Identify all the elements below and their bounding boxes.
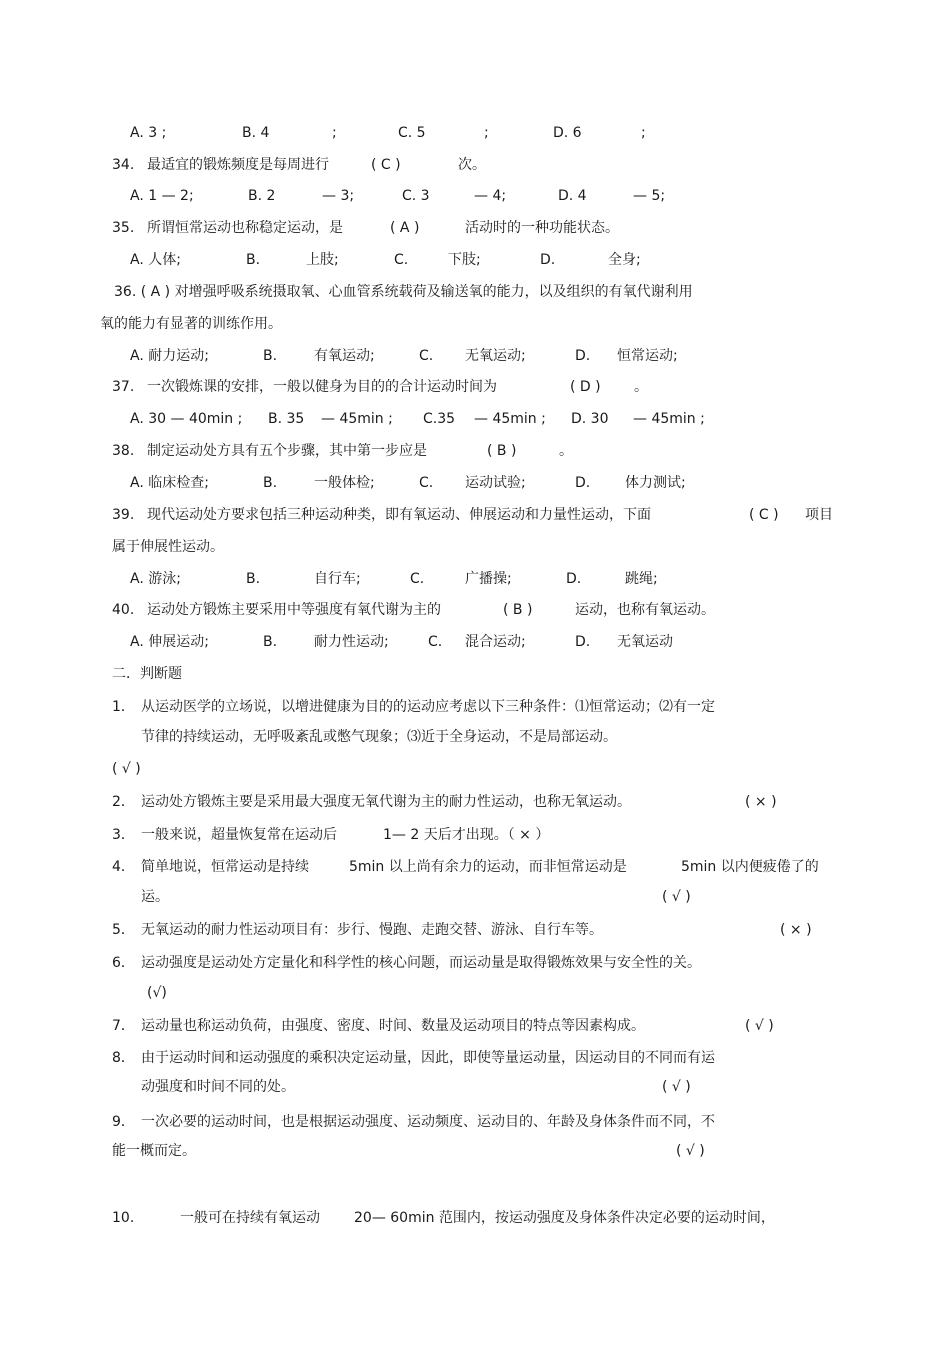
j8-line2: 动强度和时间不同的处。 xyxy=(141,1079,295,1095)
j2-text: 运动处方锻炼主要是采用最大强度无氧代谢为主的耐力性运动，也称无氧运动。 xyxy=(141,794,631,810)
j1-number: 1． xyxy=(112,699,135,715)
q34-option-d-range: — 5; xyxy=(633,188,666,204)
q39-option-c: C. xyxy=(410,571,425,587)
q34-option-c-range: — 4; xyxy=(474,188,507,204)
j2-number: 2． xyxy=(112,794,135,810)
j6-text: 运动强度是运动处方定量化和科学性的核心问题，而运动量是取得锻炼效果与安全性的关。 xyxy=(141,955,701,971)
q37-option-d-range: — 45min ; xyxy=(633,411,705,427)
q40-option-b-text: 耐力性运动; xyxy=(314,634,389,650)
q37-option-b-range: — 45min ; xyxy=(321,411,393,427)
j1-line1: 从运动医学的立场说，以增进健康为目的的运动应考虑以下三种条件：⑴恒常运动；⑵有一定 xyxy=(141,699,715,715)
q38-text: 制定运动处方具有五个步骤，其中第一步应是 xyxy=(147,443,427,459)
q35-answer: ( A ) xyxy=(390,220,420,236)
q39-option-a: A. 游泳; xyxy=(130,571,181,587)
q40-option-d-text: 无氧运动 xyxy=(617,634,673,650)
q35-option-c: C. xyxy=(394,252,409,268)
j1-answer: ( √ ) xyxy=(112,761,141,777)
q37-option-d: D. 30 xyxy=(571,411,609,427)
q40-answer: ( B ) xyxy=(503,602,533,618)
q40-option-d: D. xyxy=(575,634,591,650)
q38-answer: ( B ) xyxy=(487,443,517,459)
q36-line1: 36. ( A ) 对增强呼吸系统摄取氧、心血管系统载荷及输送氧的能力，以及组织的有氧代谢利用 xyxy=(114,284,693,300)
j5-number: 5． xyxy=(112,922,135,938)
q37-tail: 。 xyxy=(634,379,648,395)
q33-option-b-sep: ; xyxy=(332,125,337,141)
q38-option-d: D. xyxy=(575,475,591,491)
j4-number: 4． xyxy=(112,859,135,875)
j4-text-2: 5min 以上尚有余力的运动，而非恒常运动是 xyxy=(349,859,627,875)
q36-line2: 氧的能力有显著的训练作用。 xyxy=(100,316,282,332)
q39-option-d-text: 跳绳; xyxy=(625,571,658,587)
j9-number: 9． xyxy=(112,1114,135,1130)
j10-text-1: 一般可在持续有氧运动 xyxy=(180,1210,320,1226)
q36-option-d: D. xyxy=(575,348,591,364)
j4-text-1: 简单地说，恒常运动是持续 xyxy=(141,859,309,875)
j1-line2: 节律的持续运动，无呼吸紊乱或憋气现象；⑶近于全身运动，不是局部运动。 xyxy=(141,729,617,745)
q38-option-c: C. xyxy=(419,475,434,491)
q38-option-c-text: 运动试验; xyxy=(465,475,526,491)
q39-tail: 项目 xyxy=(805,507,833,523)
q37-answer: ( D ) xyxy=(570,379,601,395)
q33-option-d-sep: ; xyxy=(641,125,646,141)
q34-text: 最适宜的锻炼频度是每周进行 xyxy=(147,157,329,173)
q39-option-b: B. xyxy=(246,571,261,587)
q33-option-a: A. 3 ; xyxy=(130,125,167,141)
j5-answer: ( × ) xyxy=(780,922,812,938)
j9-answer: ( √ ) xyxy=(676,1143,705,1159)
q33-option-c-sep: ; xyxy=(484,125,489,141)
j6-number: 6． xyxy=(112,955,135,971)
j7-text: 运动量也称运动负荷，由强度、密度、时间、数量及运动项目的特点等因素构成。 xyxy=(141,1018,645,1034)
q34-option-c: C. 3 xyxy=(402,188,430,204)
j8-answer: ( √ ) xyxy=(662,1079,691,1095)
j7-number: 7． xyxy=(112,1018,135,1034)
j3-text-mid: 1— 2 天后才出现。（ × ） xyxy=(383,827,550,843)
q39-text: 现代运动处方要求包括三种运动种类，即有氧运动、伸展运动和力量性运动，下面 xyxy=(147,507,651,523)
q39-option-d: D. xyxy=(566,571,582,587)
q35-option-c-text: 下肢; xyxy=(448,252,481,268)
q37-option-c-range: — 45min ; xyxy=(474,411,546,427)
q35-option-d-text: 全身; xyxy=(608,252,641,268)
q38-option-b: B. xyxy=(263,475,278,491)
q35-text: 所谓恒常运动也称稳定运动，是 xyxy=(147,220,343,236)
q34-answer: ( C ) xyxy=(371,157,401,173)
q40-option-a: A. 伸展运动; xyxy=(130,634,209,650)
q38-option-d-text: 体力测试; xyxy=(625,475,686,491)
j8-number: 8． xyxy=(112,1050,135,1066)
j4-answer: ( √ ) xyxy=(662,889,691,905)
q40-option-c-text: 混合运动; xyxy=(465,634,526,650)
q40-number: 40. xyxy=(112,602,135,618)
j2-answer: ( × ) xyxy=(745,794,777,810)
q35-option-d: D. xyxy=(540,252,556,268)
q39-line2: 属于伸展性运动。 xyxy=(112,539,224,555)
j4-line2: 运。 xyxy=(141,889,169,905)
q40-option-b: B. xyxy=(263,634,278,650)
q34-option-d: D. 4 xyxy=(558,188,587,204)
q39-option-c-text: 广播操; xyxy=(465,571,512,587)
q34-number: 34. xyxy=(112,157,135,173)
section-heading-judgment: 二．判断题 xyxy=(112,666,182,682)
q37-option-a: A. 30 — 40min ; xyxy=(130,411,243,427)
j9-line1: 一次必要的运动时间，也是根据运动强度、运动频度、运动目的、年龄及身体条件而不同，不 xyxy=(141,1114,715,1130)
q36-option-b-text: 有氧运动; xyxy=(314,348,375,364)
q40-tail: 运动，也称有氧运动。 xyxy=(575,602,715,618)
q36-option-c: C. xyxy=(419,348,434,364)
j10-text-2: 20— 60min 范围内，按运动强度及身体条件决定必要的运动时间， xyxy=(354,1210,775,1226)
q39-answer: ( C ) xyxy=(749,507,779,523)
q35-option-b: B. xyxy=(246,252,261,268)
q37-number: 37. xyxy=(112,379,135,395)
q36-option-b: B. xyxy=(263,348,278,364)
q36-option-a: A. 耐力运动; xyxy=(130,348,209,364)
j3-number: 3． xyxy=(112,827,135,843)
q35-tail: 活动时的一种功能状态。 xyxy=(465,220,619,236)
j9-line2: 能一概而定。 xyxy=(112,1143,196,1159)
j10-number: 10. xyxy=(112,1210,135,1226)
q35-option-b-text: 上肢; xyxy=(306,252,339,268)
q35-option-a: A. 人体; xyxy=(130,252,181,268)
j7-answer: ( √ ) xyxy=(745,1018,774,1034)
q34-tail: 次。 xyxy=(458,157,486,173)
j4-text-3: 5min 以内便疲倦了的 xyxy=(681,859,819,875)
q37-option-b: B. 35 xyxy=(268,411,305,427)
q34-option-b-range: — 3; xyxy=(322,188,355,204)
q38-tail: 。 xyxy=(559,443,573,459)
q39-option-b-text: 自行车; xyxy=(314,571,361,587)
q33-option-d: D. 6 xyxy=(553,125,582,141)
q37-option-c: C.35 xyxy=(423,411,456,427)
q39-number: 39. xyxy=(112,507,135,523)
j6-answer: (√) xyxy=(147,985,167,1001)
q34-option-a: A. 1 — 2; xyxy=(130,188,194,204)
q38-option-a: A. 临床检查; xyxy=(130,475,209,491)
q38-number: 38. xyxy=(112,443,135,459)
j8-line1: 由于运动时间和运动强度的乘积决定运动量，因此，即使等量运动量，因运动目的不同而有运 xyxy=(141,1050,715,1066)
q34-option-b: B. 2 xyxy=(248,188,276,204)
q36-option-c-text: 无氧运动; xyxy=(465,348,526,364)
q36-option-d-text: 恒常运动; xyxy=(617,348,678,364)
q35-number: 35. xyxy=(112,220,135,236)
q33-option-b: B. 4 xyxy=(242,125,270,141)
q37-text: 一次锻炼课的安排，一般以健身为目的的合计运动时间为 xyxy=(147,379,497,395)
j5-text: 无氧运动的耐力性运动项目有：步行、慢跑、走跑交替、游泳、自行车等。 xyxy=(141,922,603,938)
q40-text: 运动处方锻炼主要采用中等强度有氧代谢为主的 xyxy=(147,602,441,618)
q33-option-c: C. 5 xyxy=(398,125,426,141)
q38-option-b-text: 一般体检; xyxy=(314,475,375,491)
q40-option-c: C. xyxy=(428,634,443,650)
j3-text: 一般来说，超量恢复常在运动后 xyxy=(141,827,337,843)
